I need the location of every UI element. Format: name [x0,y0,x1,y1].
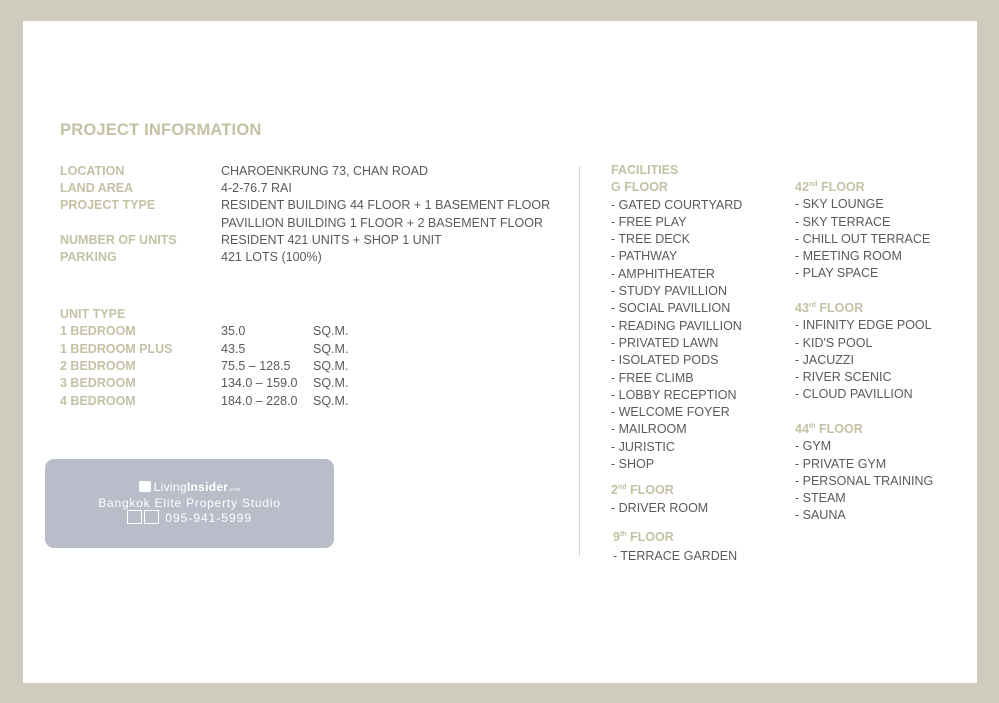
floor-number: 43 [795,301,809,315]
section-heading: UNIT TYPE [60,307,126,321]
info-row-land-area [60,179,133,197]
list-item: - LOBBY RECEPTION [611,387,737,402]
unit-row [60,322,136,340]
info-value-parking [221,248,322,266]
unit-label: 3 BEDROOM [60,376,136,390]
list-item: - AMPHITHEATER [611,266,715,281]
unit-size [221,374,297,392]
watermark-studio: Bangkok Elite Property Studio [98,496,281,510]
floor-number: 42 [795,180,809,194]
floor-ordinal: th [808,422,816,430]
unit-label: 1 BEDROOM PLUS [60,342,173,356]
info-row-project-type [60,196,155,214]
info-row-units [60,231,177,249]
info-label: NUMBER OF UNITS [60,233,177,247]
unit-size-value: 43.5 [221,342,246,356]
phone-number: 095-941-5999 [165,511,253,525]
floor-ordinal: th [619,530,627,538]
box-glyph-icon [144,510,159,524]
unit-row [60,357,136,375]
floor-heading [795,179,930,196]
unit-unit-value: SQ.M. [313,324,349,338]
list-item: - MEETING ROOM [795,249,902,264]
list-item: - SAUNA [795,508,846,523]
unit-unit [313,340,348,358]
info-value: PAVILLION BUILDING 1 FLOOR + 2 BASEMENT FLOOR [221,216,543,230]
list-item: - CLOUD PAVILLION [795,387,913,402]
list-item: - TERRACE GARDEN [613,549,738,564]
info-value-land-area [221,179,292,197]
list-item: - JURISTIC [611,439,675,454]
info-row-parking [60,248,117,266]
unit-unit-value: SQ.M. [313,342,349,356]
info-value-location [221,162,428,180]
unit-row [60,374,136,392]
list-item: - DRIVER ROOM [611,501,709,516]
list-item: - FREE PLAY [611,214,687,229]
list-item: - PERSONAL TRAINING [795,473,934,488]
info-value-project-type-2 [221,214,543,232]
list-item: - GYM [795,439,832,454]
facilities-floor-44 [795,421,933,525]
list-item: - SHOP [611,457,655,472]
floor-number: 9 [613,530,620,544]
list-item: - RIVER SCENIC [795,370,892,385]
facilities-floor-43 [795,300,932,404]
brand-part: Insider [186,480,229,494]
unit-size-value: 35.0 [221,324,246,338]
info-row-location [60,162,124,180]
list-item: - PRIVATED LAWN [611,335,719,350]
info-label: PROJECT TYPE [60,198,156,212]
brand-part: Living [153,480,187,494]
unit-size [221,357,291,375]
info-label: LOCATION [60,164,125,178]
unit-unit [313,392,348,410]
floor-number: 2 [611,483,618,497]
list-item: - SKY TERRACE [795,214,891,229]
unit-size [221,340,245,358]
unit-size-value: 75.5 – 128.5 [221,359,291,373]
facilities-floor-2 [611,482,708,518]
unit-row [60,340,173,358]
floor-heading [613,529,737,546]
unit-unit [313,357,348,375]
unit-type-heading [60,305,125,323]
g-floor-heading: G FLOOR [611,180,668,195]
facilities-heading: FACILITIES [611,163,679,177]
unit-unit-value: SQ.M. [313,394,349,408]
logo-icon [139,481,151,492]
list-item: - READING PAVILLION [611,318,742,333]
page-title: PROJECT INFORMATION [60,121,262,139]
list-item: - INFINITY EDGE POOL [795,318,932,333]
unit-size-value: 184.0 – 228.0 [221,394,298,408]
unit-row [60,392,136,410]
unit-size [221,322,245,340]
floor-number: 44 [795,422,809,436]
brand-part: .com [228,487,241,493]
list-item: - JACUZZI [795,352,855,367]
list-item: - SOCIAL PAVILLION [611,301,731,316]
list-item: - KID'S POOL [795,335,873,350]
list-item: - PLAY SPACE [795,266,879,281]
floor-suffix: FLOOR [817,180,865,194]
floor-suffix: FLOOR [815,301,864,315]
info-label: LAND AREA [60,181,134,195]
floor-suffix: FLOOR [815,422,863,436]
watermark-phone [45,510,334,525]
list-item: - TREE DECK [611,232,690,247]
list-item: - PRIVATE GYM [795,456,887,471]
unit-unit-value: SQ.M. [313,376,349,390]
info-value: CHAROENKRUNG 73, CHAN ROAD [221,164,428,178]
info-value: 421 LOTS (100%) [221,250,322,264]
facilities-g-floor [611,162,742,473]
unit-label: 4 BEDROOM [60,394,136,408]
info-label: PARKING [60,250,117,264]
info-value-project-type [221,196,550,214]
list-item: - MAILROOM [611,422,687,437]
watermark-badge [45,459,334,548]
info-value: RESIDENT BUILDING 44 FLOOR + 1 BASEMENT FLOOR [221,198,551,212]
info-value: 4-2-76.7 RAI [221,181,292,195]
column-divider [579,166,580,556]
list-item: - ISOLATED PODS [611,353,719,368]
floor-heading [795,421,933,438]
list-item: - FREE CLIMB [611,370,694,385]
floor-ordinal: nd [617,483,627,491]
floor-ordinal: nd [808,180,818,188]
list-item: - STEAM [795,491,846,506]
box-glyph-icon [127,510,142,524]
floor-ordinal: rd [808,301,816,309]
facilities-floor-9 [613,529,737,566]
unit-size [221,392,297,410]
list-item: - WELCOME FOYER [611,405,730,420]
floor-heading [795,300,932,317]
unit-unit [313,374,348,392]
floor-suffix: FLOOR [626,483,674,497]
unit-label: 2 BEDROOM [60,359,136,373]
unit-label: 1 BEDROOM [60,324,136,338]
unit-unit [313,322,348,340]
info-value: RESIDENT 421 UNITS + SHOP 1 UNIT [221,233,442,247]
list-item: - GATED COURTYARD [611,197,743,212]
watermark-brand [45,480,334,494]
list-item: - STUDY PAVILLION [611,284,728,299]
unit-size-value: 134.0 – 159.0 [221,376,298,390]
info-value-units [221,231,442,249]
floor-suffix: FLOOR [626,530,674,544]
list-item: - SKY LOUNGE [795,197,884,212]
floor-heading [611,482,708,499]
list-item: - CHILL OUT TERRACE [795,231,931,246]
facilities-floor-42 [795,179,930,283]
unit-unit-value: SQ.M. [313,359,349,373]
list-item: - PATHWAY [611,249,678,264]
